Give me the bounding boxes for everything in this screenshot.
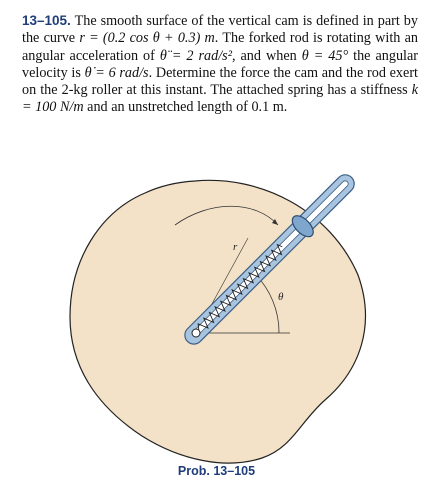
- label-r: r: [233, 241, 238, 253]
- text-part-4: the angular velocity is: [22, 47, 418, 81]
- problem-statement: [22, 12, 418, 117]
- text-part-3: , and when: [231, 47, 302, 64]
- curve-equation: r = (0.2 cos θ + 0.3) m: [79, 30, 215, 47]
- text-part-5: . Determine the force the cam and the rod exert on the 2-kg roller at this instant. The attached spring has a stiffness: [22, 64, 418, 99]
- problem-number: 13–105.: [22, 13, 71, 28]
- figure-caption: Prob. 13–105: [177, 464, 256, 478]
- text-part-1: The smooth surface of the vertical cam is defined in part by the curve: [22, 13, 418, 47]
- label-theta: θ: [278, 291, 284, 303]
- text-part-2: . The forked rod is rotating with an angular acceleration of: [22, 30, 418, 64]
- theta-value: θ = 45°: [301, 47, 349, 64]
- text-part-6: and an unstretched length of 0.1 m.: [83, 99, 288, 116]
- cam-figure: [0, 160, 433, 470]
- angular-velocity: θ̇ = 6 rad/s: [84, 64, 149, 81]
- angular-acceleration: θ̈ = 2 rad/s²: [159, 47, 232, 64]
- spring-stiffness: k = 100 N/m: [22, 82, 418, 116]
